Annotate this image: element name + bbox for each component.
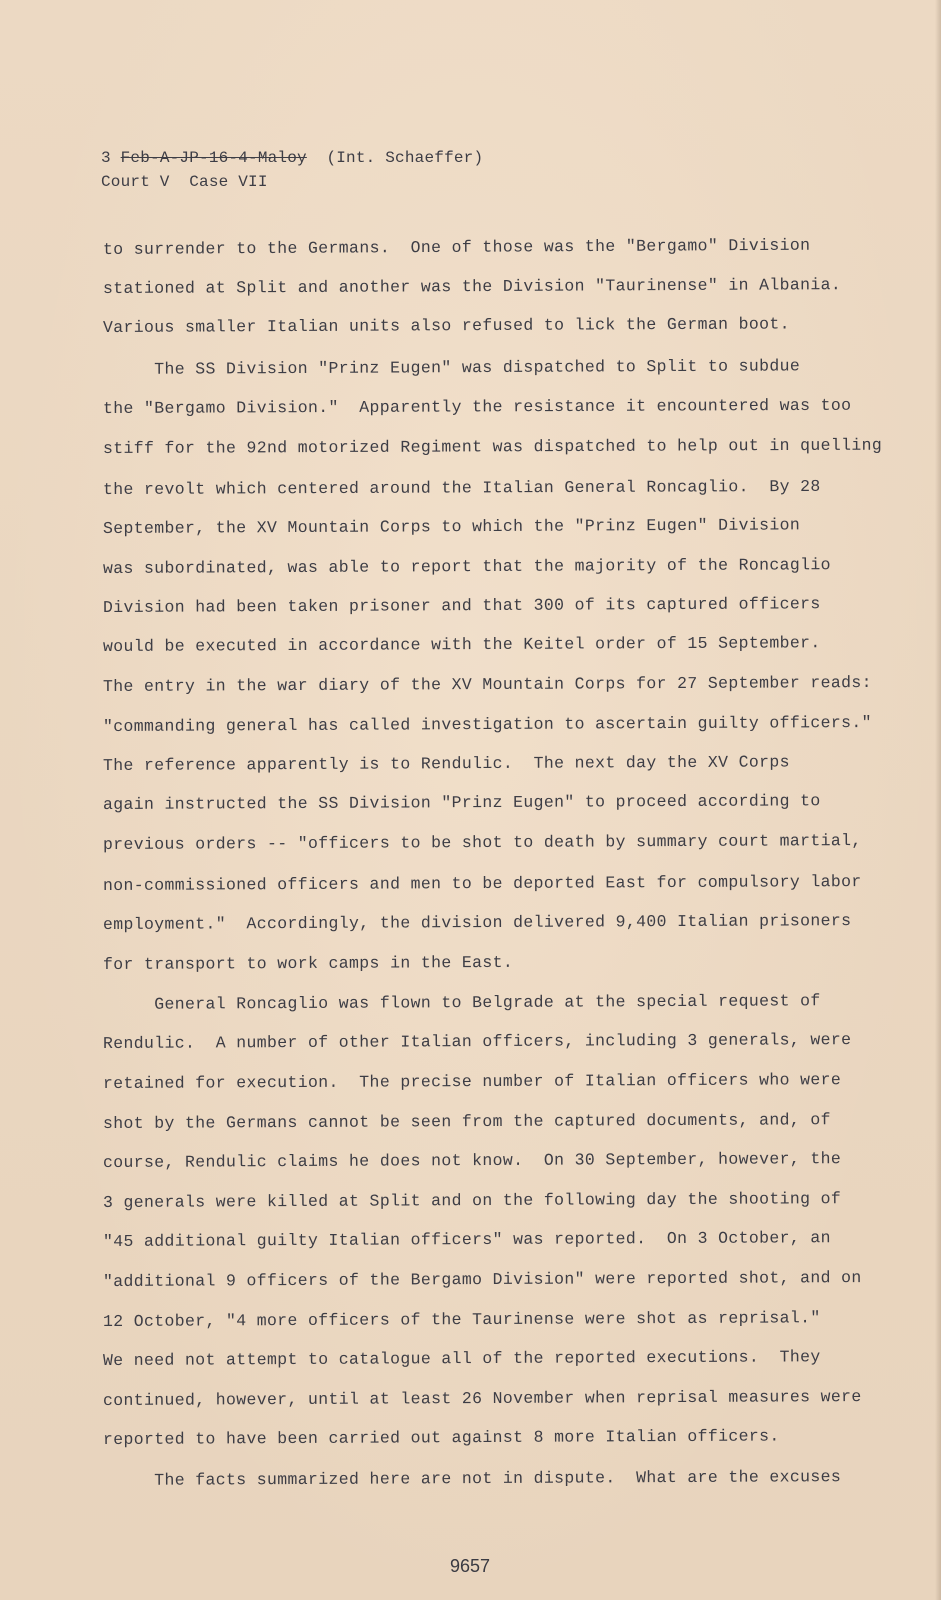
text-line: Various smaller Italian units also refused to lick the German boot. [102, 314, 790, 337]
text-line: again instructed the SS Division "Prinz Eugen" to proceed according to [102, 791, 821, 814]
text-line: Division had been taken prisoner and that 300 of its captured officers [102, 594, 821, 617]
document-header [101, 146, 483, 194]
text-line: non-commissioned officers and men to be deported East for compulsory labor [102, 872, 862, 895]
text-line: employment." Accordingly, the division delivered 9,400 Italian prisoners [102, 911, 852, 934]
text-line: the revolt which centered around the Italian General Roncaglio. By 28 [102, 476, 821, 499]
text-line: General Roncaglio was flown to Belgrade at the special request of [102, 991, 821, 1014]
text-line: 3 generals were killed at Split and on the following day the shooting of [102, 1189, 842, 1212]
text-line: continued, however, until at least 26 November when reprisal measures were [102, 1387, 862, 1410]
text-line: for transport to work camps in the East. [102, 952, 514, 974]
text-line: "45 additional guilty Italian officers" was reported. On 3 October, an [102, 1228, 831, 1251]
text-line: retained for execution. The precise number of Italian officers who were [102, 1070, 842, 1093]
text-line: was subordinated, was able to report that the majority of the Roncaglio [102, 555, 831, 578]
text-line: reported to have been carried out against 8 more Italian officers. [102, 1426, 780, 1449]
text-line: "commanding general has called investigation to ascertain guilty officers." [102, 712, 872, 736]
text-line: stationed at Split and another was the Division "Taurinense" in Albania. [102, 275, 842, 298]
header-struck-id: Feb-A-JP-16-4-Maloy [120, 149, 307, 167]
text-line: shot by the Germans cannot be seen from the captured documents, and, of [102, 1110, 831, 1133]
text-line: The facts summarized here are not in dispute. What are the excuses [102, 1467, 842, 1490]
text-line: September, the XV Mountain Corps to which the "Prinz Eugen" Division [102, 515, 801, 538]
header-interpreter: (Int. Schaeffer) [306, 149, 484, 167]
text-line: previous orders -- "officers to be shot to death by summary court martial, [102, 831, 862, 854]
text-line: 12 October, "4 more officers of the Taurinense were shot as reprisal." [102, 1308, 821, 1331]
text-line: course, Rendulic claims he does not know. On 30 September, however, the [102, 1149, 842, 1172]
text-line: The reference apparently is to Rendulic. The next day the XV Corps [102, 752, 790, 775]
text-line: "additional 9 officers of the Bergamo Division" were reported shot, and on [102, 1268, 862, 1291]
text-line: to surrender to the Germans. One of those was the "Bergamo" Division [102, 235, 811, 259]
header-reference-line [101, 146, 483, 170]
header-court-case: Court V Case VII [101, 173, 268, 191]
text-line: The entry in the war diary of the XV Mountain Corps for 27 September reads: [102, 672, 872, 696]
text-line: Rendulic. A number of other Italian officers, including 3 generals, were [102, 1030, 852, 1053]
text-line: stiff for the 92nd motorized Regiment was dispatched to help out in quelling [102, 435, 883, 458]
text-line: We need not attempt to catalogue all of the reported executions. They [102, 1347, 821, 1370]
header-prefix: 3 [101, 149, 121, 167]
page-number: 9657 [450, 1556, 491, 1576]
text-line: the "Bergamo Division." Apparently the resistance it encountered was too [102, 395, 852, 418]
text-line: The SS Division "Prinz Eugen" was dispatched to Split to subdue [102, 356, 801, 379]
text-line: would be executed in accordance with the Keitel order of 15 September. [102, 633, 821, 656]
